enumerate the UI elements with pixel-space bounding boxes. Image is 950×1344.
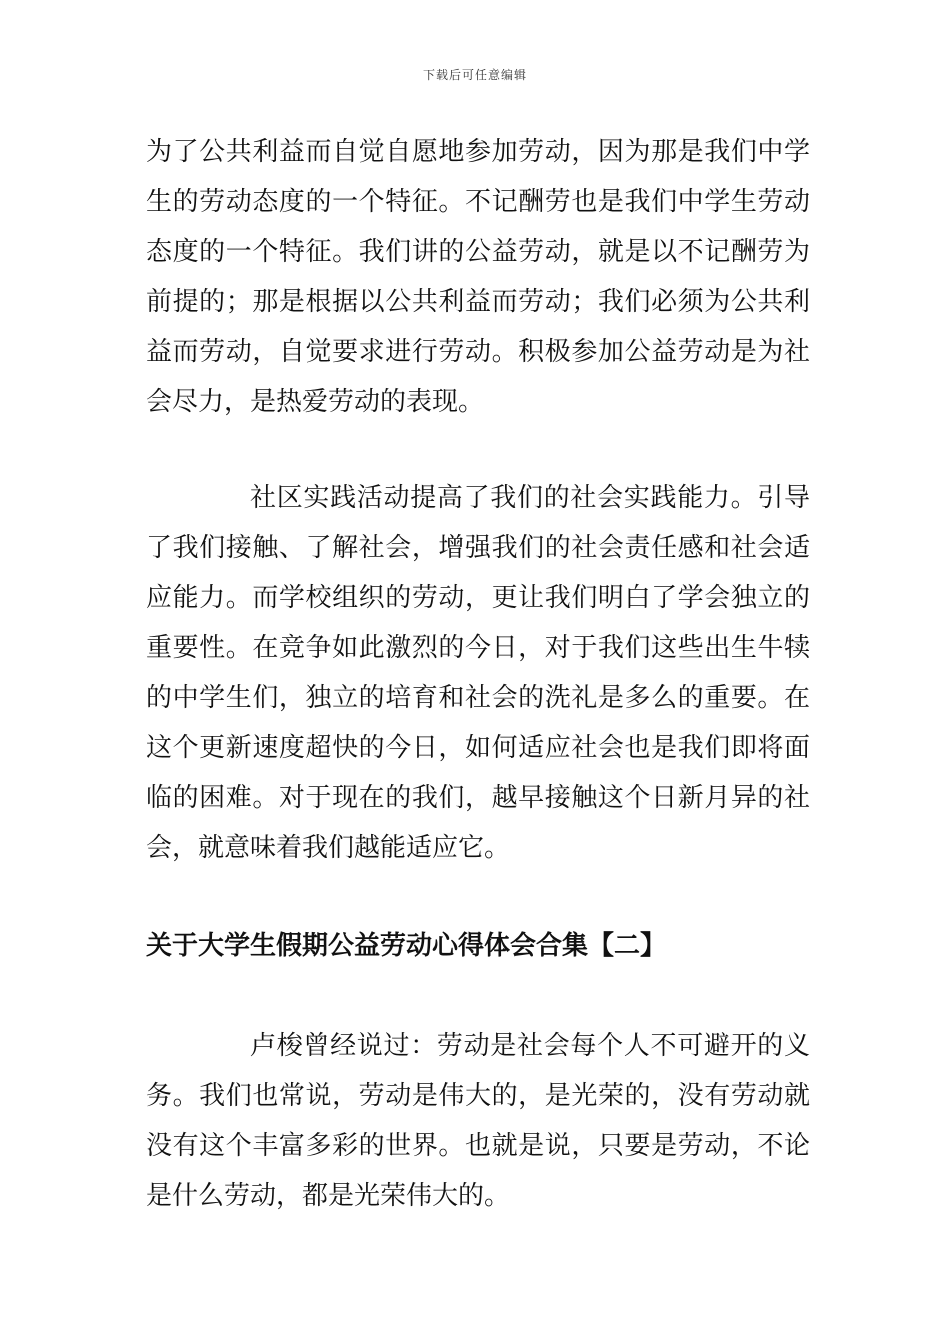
section-heading: 关于大学生假期公益劳动心得体会合集【二】 — [146, 931, 667, 961]
paragraph-public-labor: 为了公共利益而自觉自愿地参加劳动，因为那是我们中学生的劳动态度的一个特征。不记酬劳也是我们中学生劳动态度的一个特征。我们讲的公益劳动，就是以不记酬劳为前提的；那是根据以公共利益而劳动；我们必须为公共利益而劳动，自觉要求进行劳动。积极参加公益劳动是为社会尽力，是热爱劳动的表现。 — [146, 137, 810, 417]
header-note: 下载后可任意编辑 — [422, 68, 527, 82]
paragraph-rousseau-quote: 卢梭曾经说过：劳动是社会每个人不可避开的义务。我们也常说，劳动是伟大的，是光荣的，没有劳动就没有这个丰富多彩的世界。也就是说，只要是劳动，不论是什么劳动，都是光荣伟大的。 — [146, 1031, 810, 1211]
paragraph-community-practice: 社区实践活动提高了我们的社会实践能力。引导了我们接触、了解社会，增强我们的社会责任感和社会适应能力。而学校组织的劳动，更让我们明白了学会独立的重要性。在竞争如此激烈的今日，对于我们这些出生牛犊的中学生们，独立的培育和社会的洗礼是多么的重要。在这个更新速度超快的今日，如何适应社会也是我们即将面临的困难。对于现在的我们，越早接触这个日新月异的社会，就意味着我们越能适应它。 — [146, 483, 810, 863]
